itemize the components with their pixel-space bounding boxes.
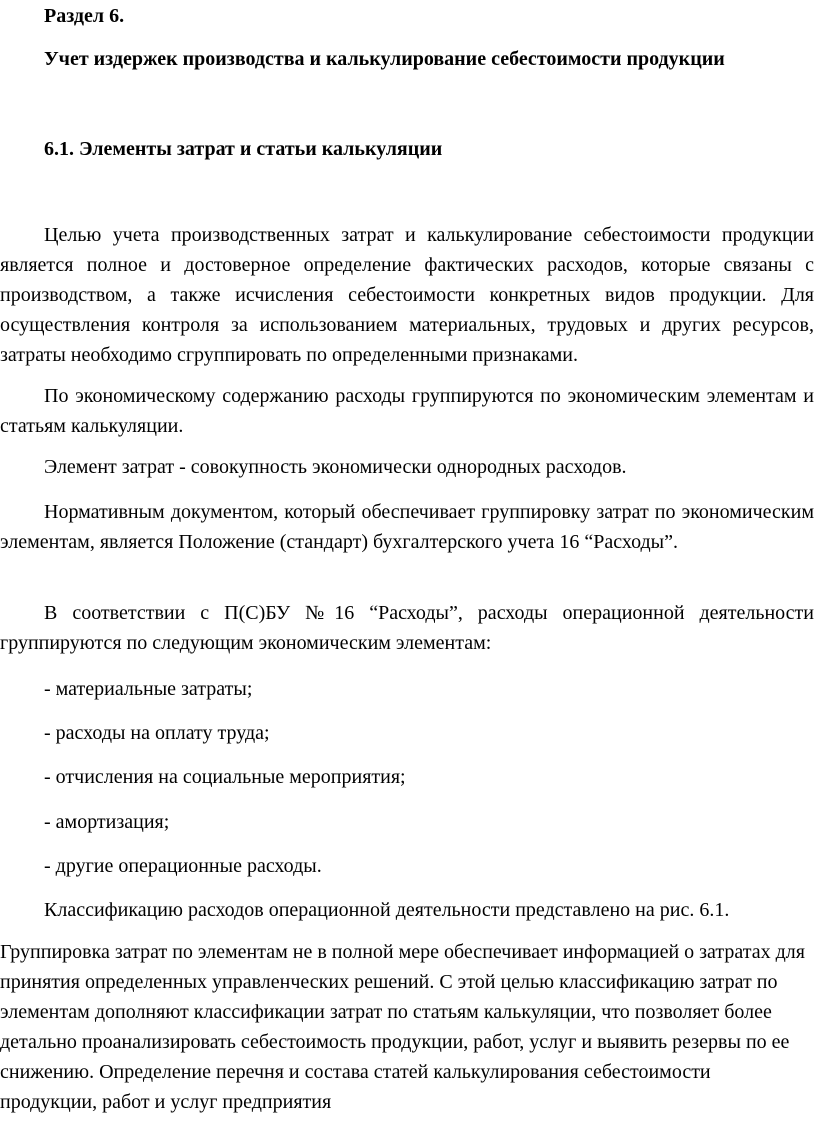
subsection-heading: 6.1. Элементы затрат и статьи калькуляции: [44, 138, 443, 160]
list-item: - отчисления на социальные мероприятия;: [44, 766, 406, 788]
list-item: - материальные затраты;: [44, 678, 253, 700]
paragraph-grouping: По экономическому содержанию расходы группируются по экономическим элементам и статьям калькуляции.: [0, 385, 814, 437]
section-subtitle: Учет издержек производства и калькулирование себестоимости продукции: [44, 48, 725, 70]
paragraph-regulation: Нормативным документом, который обеспечивает группировку затрат по экономическим элементам, является Положение (стандарт) бухгалтерского учета 16 “Расходы”.: [0, 501, 814, 553]
list-item: - расходы на оплату труда;: [44, 722, 270, 744]
list-item: - амортизация;: [44, 811, 170, 833]
paragraph-element-definition: Элемент затрат - совокупность экономически однородных расходов.: [44, 456, 627, 478]
section-title: Раздел 6.: [44, 5, 125, 27]
paragraph-standard: В соответствии с П(С)БУ №16 “Расходы”, расходы операционной деятельности группируются по следующим экономическим элементам:: [0, 602, 814, 654]
paragraph-purpose: Целью учета производственных затрат и калькулирование себестоимости продукции является полное и достоверное определение фактических расходов, которые связаны с производством, а также исчисления себестоимости конкретных видов продукции. Для осуществления контроля за использованием материальных, трудовых и других ресурсов, затраты необходимо сгруппировать по определенными признаками.: [0, 224, 814, 366]
list-item: - другие операционные расходы.: [44, 855, 322, 877]
paragraph-cost-items: Группировка затрат по элементам не в полной мере обеспечивает информацией о затратах для принятия определенных управленческих решений. С этой целью классификацию затрат по элементам дополняют классификации затрат по статьям калькуляции, что позволяет более детально проанализировать себестоимость продукции, работ, услуг и выявить резервы по ее снижению. Определение перечня и состава статей калькулирования себестоимости продукции, работ и услуг предприятия: [0, 941, 805, 1113]
paragraph-figure-reference: Классификацию расходов операционной деятельности представлено на рис. 6.1.: [44, 899, 730, 921]
